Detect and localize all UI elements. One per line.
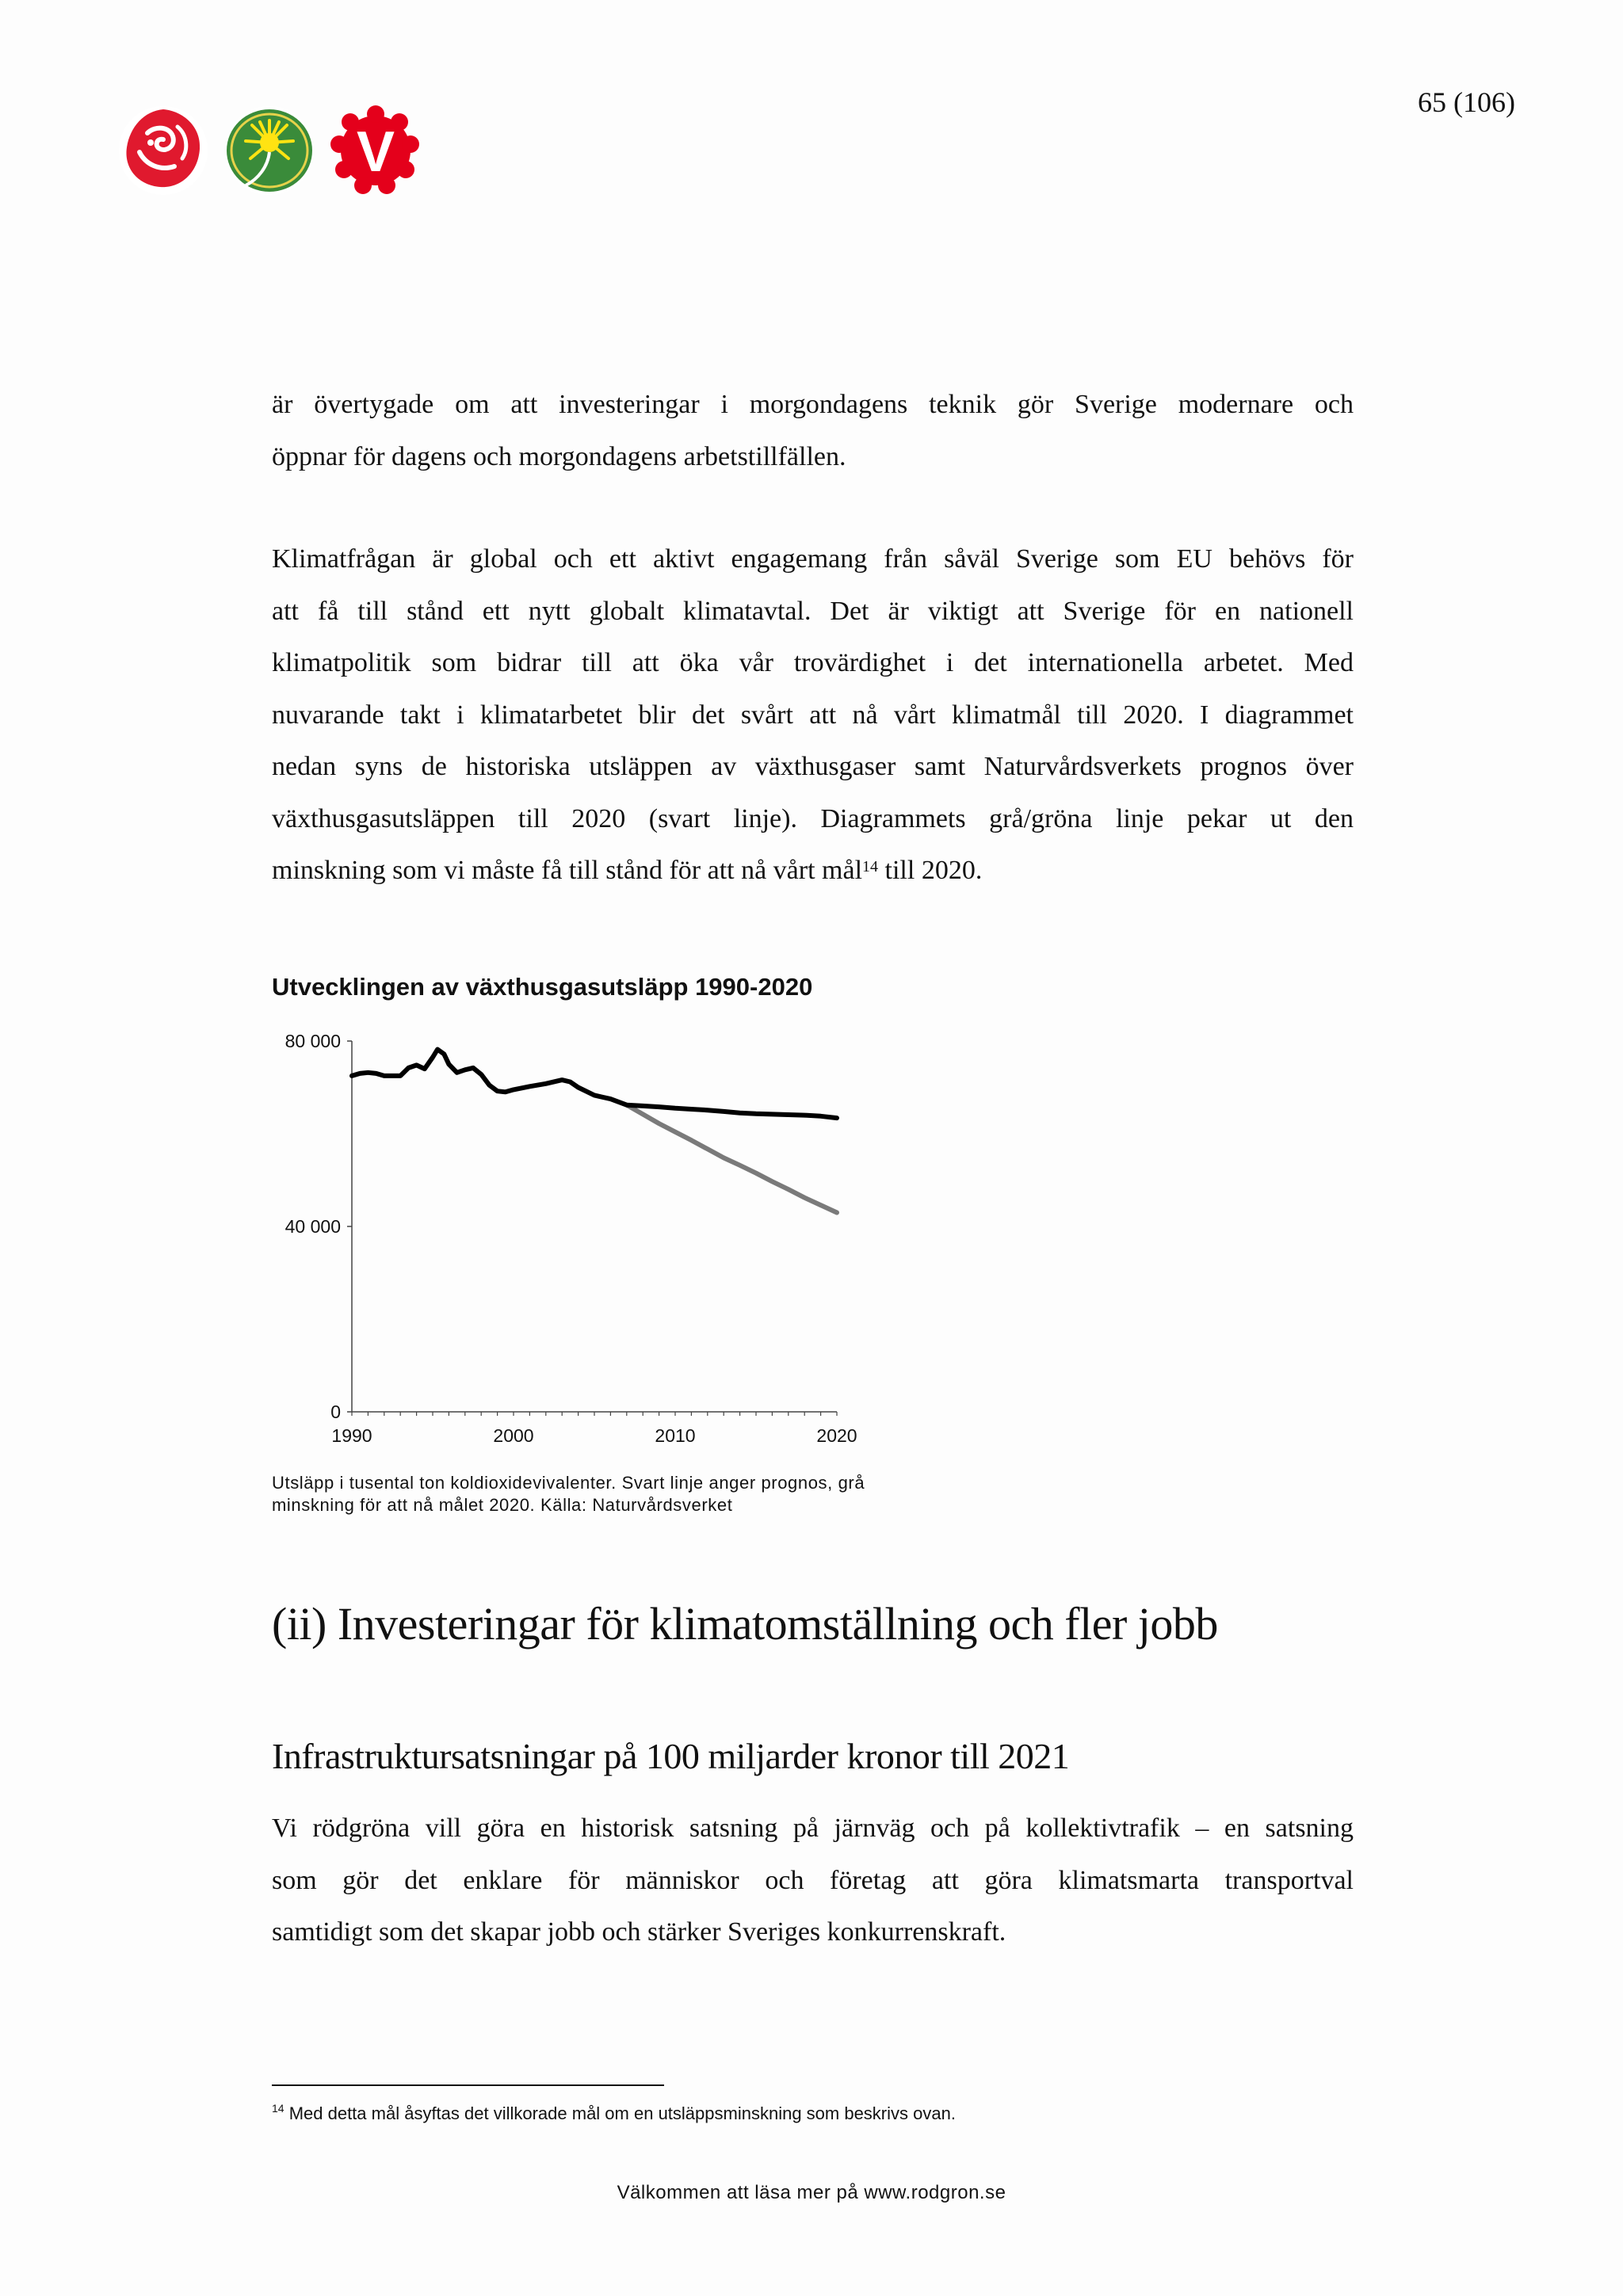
subsection-heading: Infrastruktursatsningar på 100 miljarder kronor till 2021	[272, 1736, 1070, 1776]
carnation-v-logo-icon	[328, 103, 423, 198]
chart-note-line: minskning för att nå målet 2020. Källa: Naturvårdsverket	[272, 1495, 733, 1515]
text-line: Klimatfrågan är global och ett aktivt engagemang från såväl Sverige som EU behövs för	[272, 544, 1354, 574]
text-line: som gör det enklare för människor och företag att göra klimatsmarta transportval	[272, 1865, 1354, 1895]
text-run: minskning som vi måste få till stånd för att nå vårt mål	[272, 856, 863, 885]
footer-link-text: Välkommen att läsa mer på www.rodgron.se	[617, 2182, 1006, 2203]
emissions-chart	[262, 1030, 896, 1458]
text-line: öppnar för dagens och morgondagens arbetstillfällen.	[272, 441, 846, 471]
footnote-ref[interactable]: 14	[862, 858, 879, 875]
text-run: till 2020.	[878, 856, 983, 885]
series-line	[627, 1105, 837, 1213]
text-line: klimatpolitik som bidrar till att öka vår trovärdighet i det internationella arbetet. Med	[272, 648, 1354, 677]
section-paragraph	[272, 1802, 1354, 1958]
rose-logo-icon	[116, 103, 211, 198]
text-line: samtidigt som det skapar jobb och stärker Sveriges konkurrenskraft.	[272, 1917, 1006, 1947]
y-tick-label: 80 000	[285, 1031, 341, 1051]
logo-letter: V	[356, 120, 395, 184]
section-heading: (ii) Investeringar för klimatomställning och fler jobb	[272, 1598, 1218, 1650]
x-tick-label: 2000	[493, 1425, 534, 1446]
chart-title: Utvecklingen av växthusgasutsläpp 1990-2020	[272, 973, 813, 1001]
chart-note-line: Utsläpp i tusental ton koldioxidevivalenter. Svart linje anger prognos, grå	[272, 1473, 865, 1493]
y-tick-label: 40 000	[285, 1216, 341, 1237]
text-line: nedan syns de historiska utsläppen av växthusgaser samt Naturvårdsverkets prognos över	[272, 752, 1354, 781]
footnote-divider	[272, 2084, 664, 2086]
y-tick-label: 0	[330, 1402, 341, 1422]
text-line: Vi rödgröna vill göra en historisk satsning på järnväg och på kollektivtrafik – en satsning	[272, 1814, 1354, 1843]
dandelion-logo-icon	[222, 103, 317, 198]
footnote-number: 14	[272, 2102, 285, 2115]
text-line: nuvarande takt i klimatarbetet blir det svårt att nå vårt klimatmål till 2020. I diagrammet	[272, 700, 1354, 730]
chart-note	[272, 1472, 865, 1516]
footnote	[272, 2103, 956, 2124]
series-line	[352, 1050, 837, 1119]
x-tick-label: 1990	[331, 1425, 372, 1446]
page-number: 65 (106)	[1418, 86, 1515, 118]
text-line	[272, 845, 1354, 897]
party-logos	[116, 103, 423, 198]
text-line: växthusgasutsläppen till 2020 (svart linje). Diagrammets grå/gröna linje pekar ut den	[272, 803, 1354, 833]
text-line: är övertygade om att investeringar i morgondagens teknik gör Sverige modernare och	[272, 390, 1354, 419]
paragraph-1	[272, 379, 1354, 482]
footnote-text: Med detta mål åsyftas det villkorade mål om en utsläppsminskning som beskrivs ovan.	[284, 2103, 956, 2123]
x-tick-label: 2010	[655, 1425, 696, 1446]
text-line: att få till stånd ett nytt globalt klimatavtal. Det är viktigt att Sverige för en nationell	[272, 596, 1354, 626]
paragraph-2	[272, 533, 1354, 897]
x-tick-label: 2020	[816, 1425, 857, 1446]
